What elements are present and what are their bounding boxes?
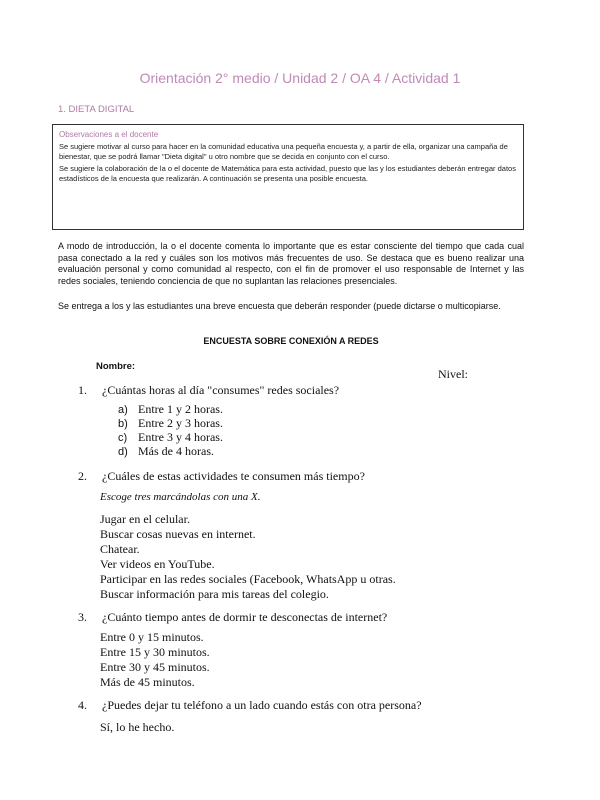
question-2 [78, 469, 538, 484]
option-letter: d) [118, 446, 128, 458]
list-item: Entre 15 y 30 minutos. [100, 645, 210, 659]
intro-paragraph: A modo de introducción, la o el docente comenta lo importante que es estar consciente del tiempo que cada cual pasa conectado a la red y cuáles son los motivos más frecuentes de uso. Se destaca que es bueno realizar una evaluación personal y como comunidad al respecto, con el fin de promover el uso responsable de Internet y las redes sociales, teniendo conciencia de que no suplantan las relaciones presenciales. [58, 241, 524, 286]
observations-paragraph-2: Se sugiere la colaboración de la o el docente de Matemática para esta actividad, puesto que las y los estudiantes deberán entregar datos estadísticos de la encuesta que realizarán. A continuación se presenta una posible encuesta. [59, 163, 516, 183]
option-letter: c) [118, 432, 128, 444]
question-number: 3. [78, 610, 87, 624]
option-c [118, 430, 223, 444]
list-item: Buscar información para mis tareas del colegio. [100, 587, 329, 601]
question-number: 1. [78, 383, 87, 397]
list-item: Buscar cosas nuevas en internet. [100, 527, 256, 541]
option-text: Entre 2 y 3 horas. [138, 416, 223, 430]
option-b [118, 416, 223, 430]
question-3 [78, 610, 538, 625]
question-4 [78, 698, 538, 713]
page-title: Orientación 2° medio / Unidad 2 / OA 4 / Actividad 1 [139, 70, 461, 86]
list-item: Más de 45 minutos. [100, 675, 195, 689]
observations-paragraph-1: Se sugiere motivar al curso para hacer en la comunidad educativa una pequeña encuesta y, a partir de ella, organizar una campaña de bienestar, que se podrá llamar "Dieta digital" u otro nombre que se decida en conjunto con el curso. [59, 141, 508, 161]
teacher-observations-box [52, 124, 524, 230]
list-item: Jugar en el celular. [100, 512, 190, 526]
question-number: 2. [78, 469, 87, 483]
name-label: Nombre: [96, 361, 136, 372]
question-text: ¿Cuántas horas al día "consumes" redes sociales? [102, 383, 340, 397]
list-item: Participar en las redes sociales (Facebook, WhatsApp u otras. [100, 572, 396, 586]
question-text: ¿Cuánto tiempo antes de dormir te desconectas de internet? [102, 610, 388, 624]
question-text: ¿Cuáles de estas actividades te consumen más tiempo? [102, 469, 365, 483]
list-item: Entre 30 y 45 minutos. [100, 660, 210, 674]
question-3-options [100, 630, 210, 690]
list-item: Chatear. [100, 542, 140, 556]
question-4-options [100, 720, 174, 735]
question-number: 4. [78, 698, 87, 712]
question-2-instruction: Escoge tres marcándolas con una X. [100, 491, 261, 503]
list-item: Ver videos en YouTube. [100, 557, 215, 571]
option-letter: a) [118, 404, 128, 416]
section-heading: 1. DIETA DIGITAL [58, 104, 135, 115]
question-2-options [100, 512, 396, 602]
list-item: Sí, lo he hecho. [100, 720, 175, 734]
option-text: Entre 1 y 2 horas. [138, 402, 223, 416]
option-d [118, 444, 223, 458]
option-letter: b) [118, 418, 128, 430]
survey-title: ENCUESTA SOBRE CONEXIÓN A REDES [203, 336, 379, 346]
question-1 [78, 383, 538, 398]
level-label: Nivel: [438, 367, 468, 381]
option-text: Entre 3 y 4 horas. [138, 430, 223, 444]
list-item: Entre 0 y 15 minutos. [100, 630, 204, 644]
option-a [118, 402, 223, 416]
observations-heading: Observaciones a el docente [59, 130, 159, 139]
question-text: ¿Puedes dejar tu teléfono a un lado cuando estás con otra persona? [102, 698, 422, 712]
instruction-paragraph: Se entrega a los y las estudiantes una breve encuesta que deberán responder (puede dictarse o multicopiarse. [58, 301, 501, 311]
question-1-options [118, 402, 223, 458]
option-text: Más de 4 horas. [138, 444, 214, 458]
